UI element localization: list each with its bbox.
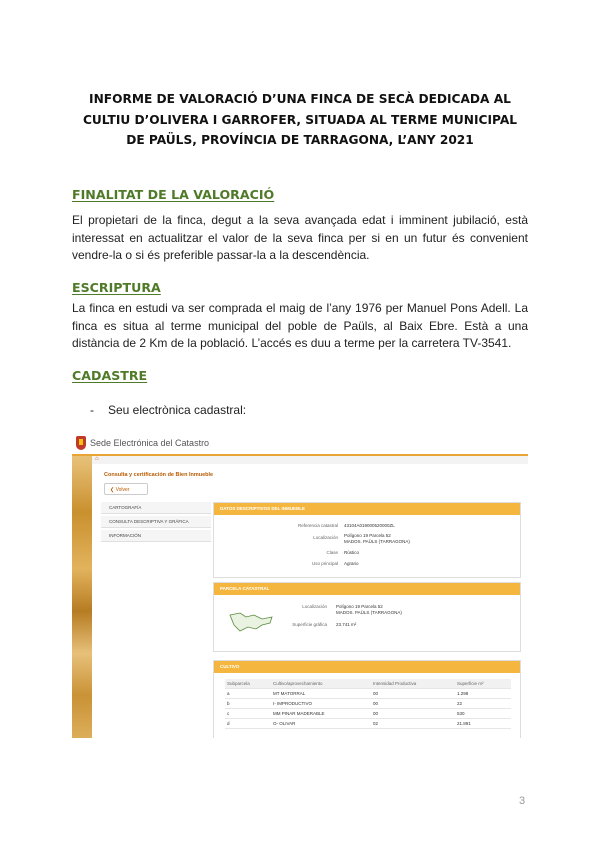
table-cell: a (227, 691, 230, 696)
paragraph-line: vendre-la o si és preferible passar-la a la descendència. (72, 248, 370, 262)
field-value: 23.741 m² (336, 622, 357, 627)
paragraph-line: distància de 2 Km de la població. L’accés es duu a terme per la carretera TV-3541. (72, 336, 512, 350)
table-cell: b (227, 701, 230, 706)
field-label: Superficie gráfica (292, 622, 327, 627)
paragraph-line: La finca en estudi va ser comprada el maig de l’any 1976 per Manuel Pons Adell. La (72, 301, 528, 315)
table-cell: 530 (457, 711, 465, 716)
sidebar-item-cartografia[interactable]: CARTOGRAFÍA (101, 502, 211, 514)
field-value: Polígono 19 Parcela 52 (336, 604, 383, 609)
table-cell: MT MATORRAL (273, 691, 306, 696)
back-button-label: Volver (115, 487, 130, 493)
table-cell: MM PINAR MADERABLE (273, 711, 325, 716)
heading-cadastre: CADASTRE (72, 368, 148, 383)
table-cell: d (227, 721, 230, 726)
table-cell: c (227, 711, 230, 716)
site-header (72, 432, 528, 456)
bullet-text: Seu electrònica cadastral: (108, 403, 247, 417)
page-title: Consulta y certificación de Bien Inmueble (104, 472, 214, 478)
table-cell: 00 (373, 711, 379, 716)
table-cell: 00 (373, 701, 379, 706)
paragraph-line: El propietari de la finca, degut a la seva avançada edat i imminent jubilació, està (72, 213, 528, 227)
field-label: Localización (302, 604, 327, 609)
title-line: CULTIU D’OLIVERA I GARROFER, SITUADA AL TERME MUNICIPAL (82, 112, 518, 127)
report-title (72, 89, 528, 151)
paragraph-line: finca es situa al terme municipal del poble de Paüls, al Baix Ebre. Està a una (72, 318, 528, 333)
field-label: Localización (313, 535, 338, 540)
paragraph-escriptura (72, 300, 528, 353)
field-value: Polígono 19 Parcela 52 (344, 533, 391, 538)
heading-escriptura: ESCRIPTURA (72, 280, 161, 295)
cadastre-screenshot (72, 432, 528, 738)
table-row (225, 689, 511, 699)
table-cell: 22 (457, 701, 463, 706)
table-row (225, 719, 511, 729)
table-cell: 02 (373, 721, 379, 726)
back-button[interactable]: ❮ Volver (104, 483, 148, 495)
page-number: 3 (519, 795, 526, 807)
field-label: Referencia catastral (297, 523, 338, 528)
column-header: Superficie m² (457, 681, 484, 686)
panel-header: CULTIVO (214, 661, 520, 673)
table-cell: I- IMPRODUCTIVO (273, 701, 312, 706)
heading-finalitat: FINALITAT DE LA VALORACIÓ (72, 187, 275, 202)
sidebar-item-consulta[interactable]: CONSULTA DESCRIPTIVA Y GRÁFICA (101, 516, 211, 528)
coat-of-arms-icon (76, 436, 86, 450)
breadcrumb (72, 456, 528, 464)
panel-header: DATOS DESCRIPTIVOS DEL INMUEBLE (214, 503, 520, 515)
table-cell: 21.891 (457, 721, 471, 726)
table-cell: O- OLIVAR (273, 721, 296, 726)
field-value: 43104A019000520000ZL (344, 523, 395, 528)
parcel-map-thumbnail (228, 609, 276, 633)
title-line: INFORME DE VALORACIÓ D’UNA FINCA DE SECÀ DEDICADA AL (89, 92, 511, 106)
table-row (225, 699, 511, 709)
field-value: MADOS. PAÜLS (TARRAGONA) (344, 539, 410, 544)
field-value: Agrario (344, 561, 359, 566)
column-header: Intensidad Productiva (373, 681, 417, 686)
bullet-item (90, 403, 246, 417)
title-line: DE PAÜLS, PROVÍNCIA DE TARRAGONA, L’ANY 2021 (126, 133, 474, 147)
paragraph-line: interessat en actualitzar el valor de la seva finca per si en un futur és convenient (72, 230, 528, 245)
panel-header: PARCELA CATASTRAL (214, 583, 520, 595)
decorative-photo-strip (72, 456, 92, 738)
paragraph-finalitat (72, 212, 528, 265)
field-label: Uso principal (311, 561, 338, 566)
table-header (225, 679, 511, 689)
field-label: Clase (326, 550, 338, 555)
column-header: Cultivo/aprovechamiento (273, 681, 323, 686)
column-header: Subparcela (227, 681, 250, 686)
home-icon[interactable]: ⌂ (95, 456, 99, 462)
table-cell: 1.298 (457, 691, 469, 696)
sidebar-item-informacion[interactable]: INFORMACIÓN (101, 530, 211, 542)
bullet-dash: - (90, 403, 94, 417)
table-cell: 00 (373, 691, 379, 696)
table-row (225, 709, 511, 719)
field-value: Rústico (344, 550, 360, 555)
field-value: MADOS. PAÜLS (TARRAGONA) (336, 610, 402, 615)
site-title: Sede Electrónica del Catastro (90, 438, 210, 448)
